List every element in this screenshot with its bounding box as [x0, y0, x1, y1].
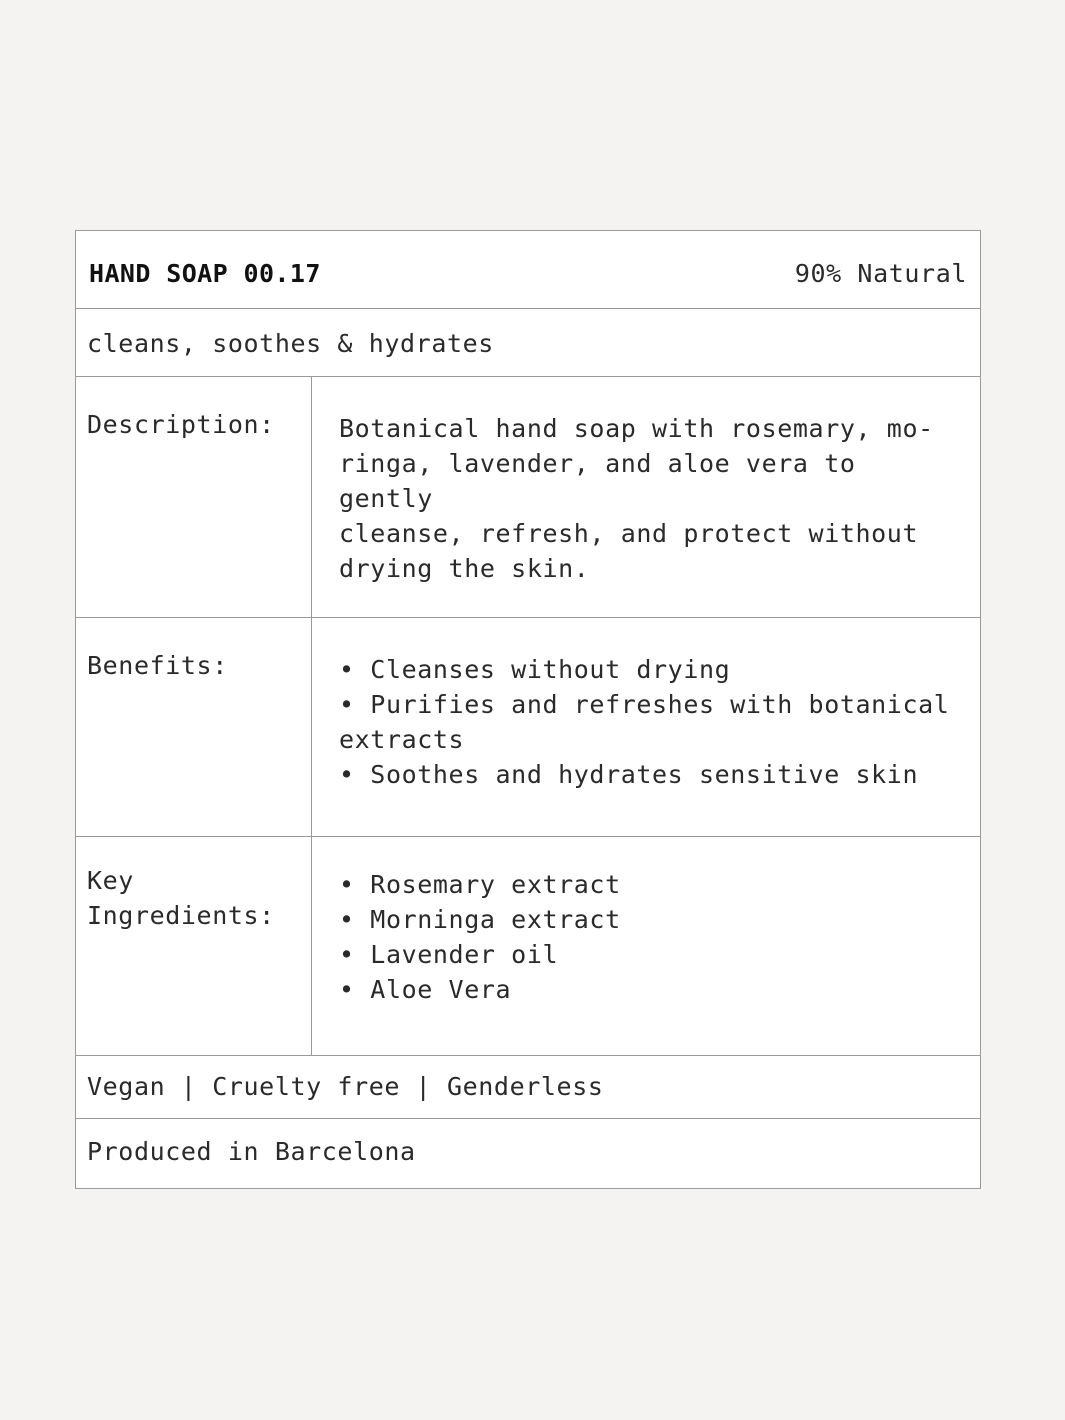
product-label-card [75, 230, 981, 1189]
product-claims: Vegan | Cruelty free | Genderless [87, 1072, 604, 1101]
ingredients-list [339, 867, 964, 1007]
ingredient-item: • Morninga extract [339, 905, 621, 934]
description-line: cleanse, refresh, and protect without [339, 519, 919, 548]
benefit-line: • Soothes and hydrates sensitive skin [339, 760, 919, 789]
description-text [339, 411, 964, 586]
claims-row [76, 1056, 980, 1119]
description-line: drying the skin. [339, 554, 590, 583]
origin-row [76, 1119, 980, 1190]
ingredients-row [76, 837, 980, 1056]
description-label: Description: [87, 410, 275, 439]
description-line: Botanical hand soap with rosemary, mo- [339, 414, 934, 443]
description-label-cell [76, 377, 312, 617]
product-name: HAND SOAP 00.17 [89, 259, 321, 288]
natural-percentage: 90% Natural [794, 259, 967, 288]
benefits-list [339, 652, 964, 792]
product-origin: Produced in Barcelona [87, 1137, 416, 1166]
description-value-cell [312, 377, 980, 617]
benefits-row [76, 618, 980, 837]
ingredient-item: • Rosemary extract [339, 870, 621, 899]
ingredient-item: • Aloe Vera [339, 975, 512, 1004]
product-tagline: cleans, soothes & hydrates [87, 329, 494, 358]
ingredients-label-cell [76, 837, 312, 1055]
description-line: ringa, lavender, and aloe vera to gently [339, 449, 856, 513]
tagline-row [76, 309, 980, 377]
ingredient-item: • Lavender oil [339, 940, 559, 969]
benefits-label: Benefits: [87, 651, 228, 680]
ingredients-value-cell [312, 837, 980, 1055]
description-row [76, 377, 980, 618]
benefits-label-cell [76, 618, 312, 836]
benefit-line: • Purifies and refreshes with botanical [339, 690, 950, 719]
benefit-line: extracts [339, 725, 465, 754]
benefit-line: • Cleanses without drying [339, 655, 731, 684]
label-header-row [76, 231, 980, 309]
ingredients-label [87, 863, 307, 933]
benefits-value-cell [312, 618, 980, 836]
ingredients-label-line: Ingredients: [87, 901, 275, 930]
ingredients-label-line: Key [87, 866, 134, 895]
